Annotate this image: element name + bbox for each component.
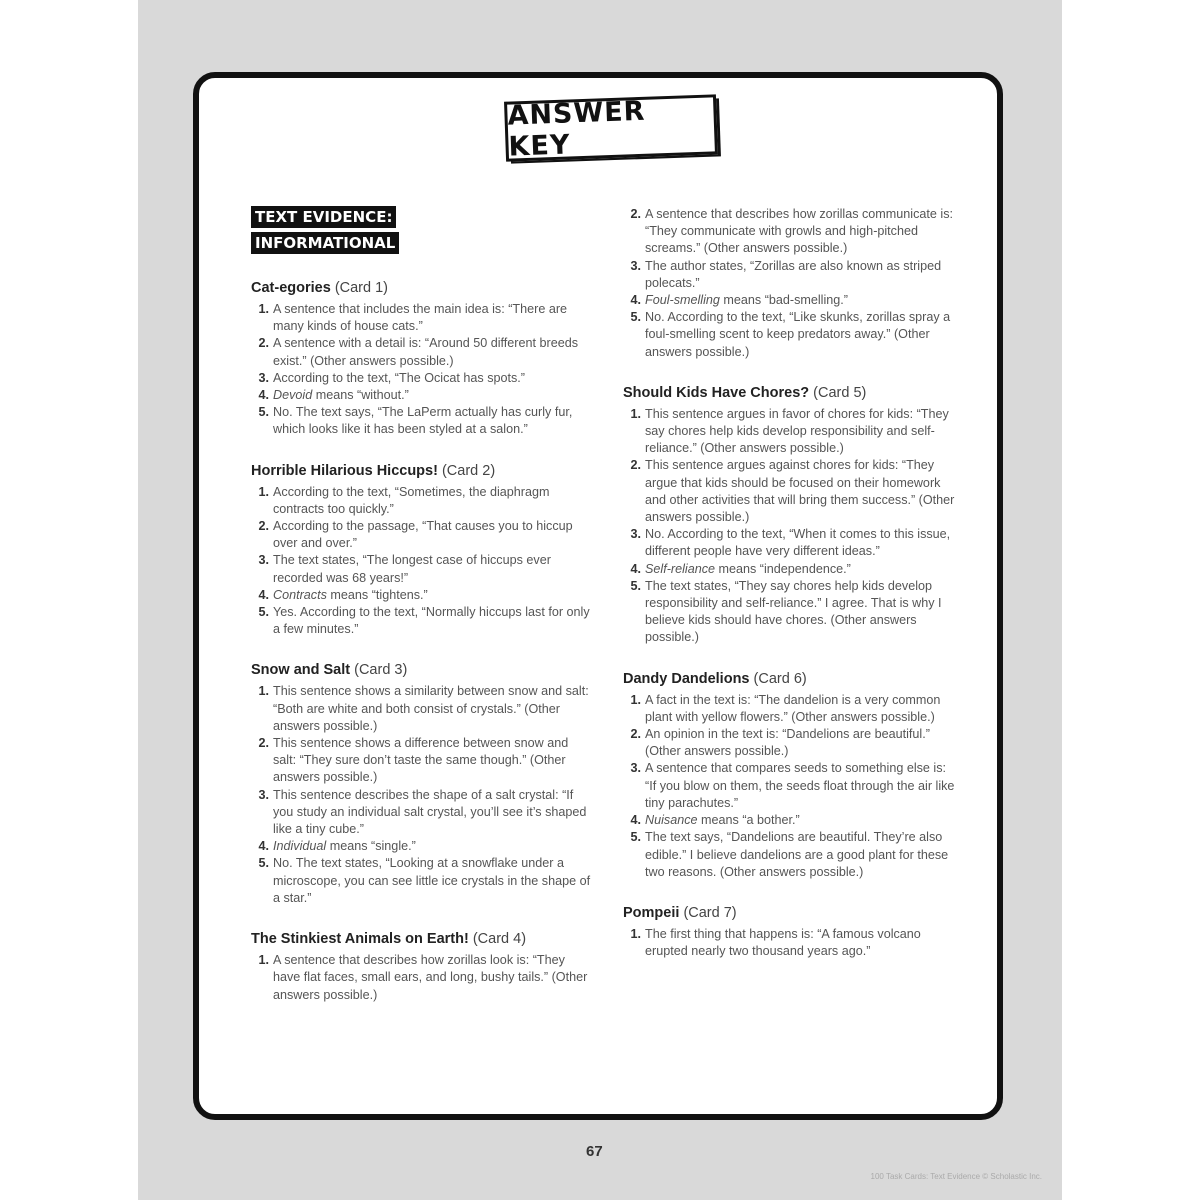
answer-number: 2. — [630, 458, 641, 473]
answer-item — [251, 838, 591, 855]
answer-item — [623, 309, 959, 361]
answer-number: 5. — [258, 856, 269, 871]
answer-item — [251, 484, 591, 518]
answer-number: 4. — [258, 587, 269, 602]
answer-text: Contracts means “tightens.” — [273, 587, 428, 602]
answer-item — [623, 692, 959, 726]
answer-item — [623, 258, 959, 292]
answer-item — [623, 812, 959, 829]
answer-text: This sentence describes the shape of a salt crystal: “If you study an individual salt crystal, you’ll see it’s shaped like a tiny cube.” — [273, 787, 587, 837]
answer-text: No. According to the text, “Like skunks, zorillas spray a foul-smelling scent to keep predators away.” (Other answers possible.) — [645, 310, 951, 359]
answer-text: A fact in the text is: “The dandelion is a very common plant with yellow flowers.” (Other answers possible.) — [645, 692, 941, 724]
section-title — [251, 461, 591, 481]
answer-text: This sentence argues against chores for kids: “They argue that kids should be focused on their homework and other activities that will bring them success.” (Other answers possible.) — [645, 458, 955, 525]
section-title-text: Should Kids Have Chores? — [623, 384, 814, 401]
answer-item — [623, 578, 959, 647]
answer-item — [251, 552, 591, 586]
answer-number: 3. — [630, 258, 641, 273]
answer-number: 3. — [258, 553, 269, 568]
answer-number: 2. — [258, 736, 269, 751]
answer-item — [251, 301, 591, 335]
answer-text: No. According to the text, “When it comes to this issue, different people have very different ideas.” — [645, 527, 951, 559]
section-title — [623, 669, 959, 689]
answer-section-continued — [623, 206, 959, 361]
section-title — [623, 903, 959, 923]
answer-list — [623, 206, 959, 361]
answer-text: This sentence shows a difference between snow and salt: “They sure don’t taste the same though.” (Other answers possible.) — [273, 736, 569, 785]
answer-section — [623, 669, 959, 881]
answer-item — [251, 952, 591, 1004]
answer-item — [251, 587, 591, 604]
answer-text: A sentence that describes how zorillas look is: “They have flat faces, small ears, and long, bushy tails.” (Other answers possible.) — [273, 953, 588, 1002]
answer-item — [623, 561, 959, 578]
section-title-text: The Stinkiest Animals on Earth! — [251, 931, 473, 948]
answer-number: 1. — [630, 926, 641, 941]
answer-list — [251, 484, 591, 639]
answer-number: 2. — [630, 727, 641, 742]
answer-item — [623, 406, 959, 458]
answer-text: The author states, “Zorillas are also known as striped polecats.” — [645, 258, 942, 290]
answer-section — [251, 278, 591, 439]
answer-item — [623, 526, 959, 560]
answer-text: Nuisance means “a bother.” — [645, 813, 800, 828]
section-title-text: Dandy Dandelions — [623, 670, 754, 687]
answer-number: 3. — [258, 370, 269, 385]
card-reference: (Card 2) — [441, 462, 496, 479]
card-reference: (Card 5) — [813, 384, 867, 401]
answer-item — [251, 683, 591, 735]
answer-text: This sentence shows a similarity between snow and salt: “Both are white and both consist of crystals.” (Other answers possible.) — [273, 684, 589, 733]
answer-text: The text states, “They say chores help kids develop responsibility and self-reliance.” I agree. That is why I believe kids should have chores. (Other answers possible.) — [645, 578, 942, 645]
tag-line-2: INFORMATIONAL — [251, 232, 399, 254]
answer-text: The text says, “Dandelions are beautiful. They’re also edible.” I believe dandelions are a good plant for these two reasons. (Other answers possible.) — [645, 830, 949, 879]
page-number: 67 — [586, 1143, 603, 1160]
answer-number: 4. — [630, 561, 641, 576]
answer-section — [623, 903, 959, 960]
answer-text: According to the text, “Sometimes, the diaphragm contracts too quickly.” — [273, 484, 550, 516]
section-title — [623, 383, 959, 403]
answer-section — [251, 660, 591, 907]
answer-number: 1. — [258, 484, 269, 499]
answer-number: 1. — [258, 953, 269, 968]
section-title-text: Pompeii — [623, 904, 684, 921]
answer-list — [623, 406, 959, 647]
answer-number: 4. — [630, 293, 641, 308]
section-title-text: Horrible Hilarious Hiccups! — [251, 462, 442, 479]
answer-section — [251, 461, 591, 639]
answer-item — [251, 604, 591, 638]
answer-item — [623, 206, 959, 258]
answer-text: No. The text states, “Looking at a snowflake under a microscope, you can see little ice crystals in the shape of a star.” — [273, 856, 591, 905]
answer-item — [623, 726, 959, 760]
answer-number: 5. — [258, 405, 269, 420]
answer-list — [623, 926, 959, 960]
answer-text: Individual means “single.” — [273, 839, 416, 854]
answer-text: According to the passage, “That causes you to hiccup over and over.” — [273, 519, 573, 551]
section-title-text: Snow and Salt — [251, 662, 355, 679]
answer-item — [251, 787, 591, 839]
answer-item — [623, 926, 959, 960]
answer-number: 3. — [630, 761, 641, 776]
answer-section — [623, 383, 959, 647]
section-title-text: Cat-egories — [251, 280, 335, 296]
answer-text: Devoid means “without.” — [273, 388, 409, 403]
answer-text: A sentence with a detail is: “Around 50 different breeds exist.” (Other answers possible.) — [273, 336, 579, 368]
answer-number: 1. — [258, 684, 269, 699]
answer-text: A sentence that includes the main idea is: “There are many kinds of house cats.” — [273, 302, 568, 334]
answer-number: 1. — [258, 302, 269, 316]
answer-item — [251, 855, 591, 907]
answer-item — [251, 518, 591, 552]
copyright: 100 Task Cards: Text Evidence © Scholastic Inc. — [870, 1172, 1042, 1181]
answer-item — [623, 457, 959, 526]
card-reference: (Card 7) — [683, 904, 737, 921]
answer-text: Yes. According to the text, “Normally hiccups last for only a few minutes.” — [273, 605, 590, 637]
section-title — [251, 660, 591, 680]
answer-key-card — [193, 72, 1003, 1120]
answer-item — [251, 387, 591, 404]
answer-text: A sentence that compares seeds to something else is: “If you blow on them, the seeds float through the air like tiny parachutes.” — [645, 761, 955, 810]
answer-item — [251, 370, 591, 387]
answer-number: 2. — [258, 519, 269, 534]
answer-number: 2. — [258, 336, 269, 351]
page-title: ANSWER KEY — [504, 94, 718, 161]
answer-item — [623, 760, 959, 812]
section-tag — [251, 206, 591, 258]
answer-text: Self-reliance means “independence.” — [645, 561, 851, 576]
card-reference: (Card 6) — [753, 670, 807, 687]
answer-number: 3. — [630, 527, 641, 542]
answer-item — [251, 404, 591, 438]
left-column — [251, 206, 591, 1026]
answer-number: 5. — [258, 605, 269, 620]
answer-text: This sentence argues in favor of chores for kids: “They say chores help kids develop responsibility and self-reliance.” (Other answers possible.) — [645, 406, 949, 456]
card-reference: (Card 4) — [472, 931, 527, 948]
card-reference: (Card 3) — [354, 662, 408, 679]
answer-text: The first thing that happens is: “A famous volcano erupted nearly two thousand years ago.” — [645, 926, 921, 959]
answer-text: No. The text says, “The LaPerm actually has curly fur, which looks like it has been styled at a salon.” — [273, 405, 573, 437]
answer-list — [251, 301, 591, 439]
answer-item — [623, 829, 959, 881]
answer-text: Foul-smelling means “bad-smelling.” — [645, 293, 848, 308]
answer-number: 1. — [630, 406, 641, 421]
answer-item — [251, 335, 591, 369]
answer-text: A sentence that describes how zorillas communicate is: “They communicate with growls and high-pitched screams.” (Other answers possible.) — [645, 207, 953, 256]
answer-item — [251, 735, 591, 787]
right-column — [623, 206, 959, 982]
answer-list — [623, 692, 959, 881]
answer-list — [251, 683, 591, 907]
answer-number: 4. — [630, 813, 641, 828]
answer-text: The text states, “The longest case of hiccups ever recorded was 68 years!” — [273, 553, 551, 585]
answer-text: An opinion in the text is: “Dandelions are beautiful.” (Other answers possible.) — [645, 727, 930, 759]
answer-number: 2. — [630, 207, 641, 221]
answer-section — [251, 929, 591, 1004]
answer-number: 4. — [258, 839, 269, 854]
section-title — [251, 929, 591, 949]
answer-number: 3. — [258, 787, 269, 802]
section-title — [251, 278, 591, 298]
answer-number: 1. — [630, 692, 641, 707]
answer-text: According to the text, “The Ocicat has spots.” — [273, 370, 525, 385]
tag-line-1: TEXT EVIDENCE: — [251, 206, 396, 228]
answer-number: 4. — [258, 388, 269, 403]
answer-number: 5. — [630, 830, 641, 845]
answer-number: 5. — [630, 310, 641, 325]
answer-list — [251, 952, 591, 1004]
card-reference: (Card 1) — [334, 280, 388, 296]
answer-number: 5. — [630, 578, 641, 593]
answer-item — [623, 292, 959, 309]
